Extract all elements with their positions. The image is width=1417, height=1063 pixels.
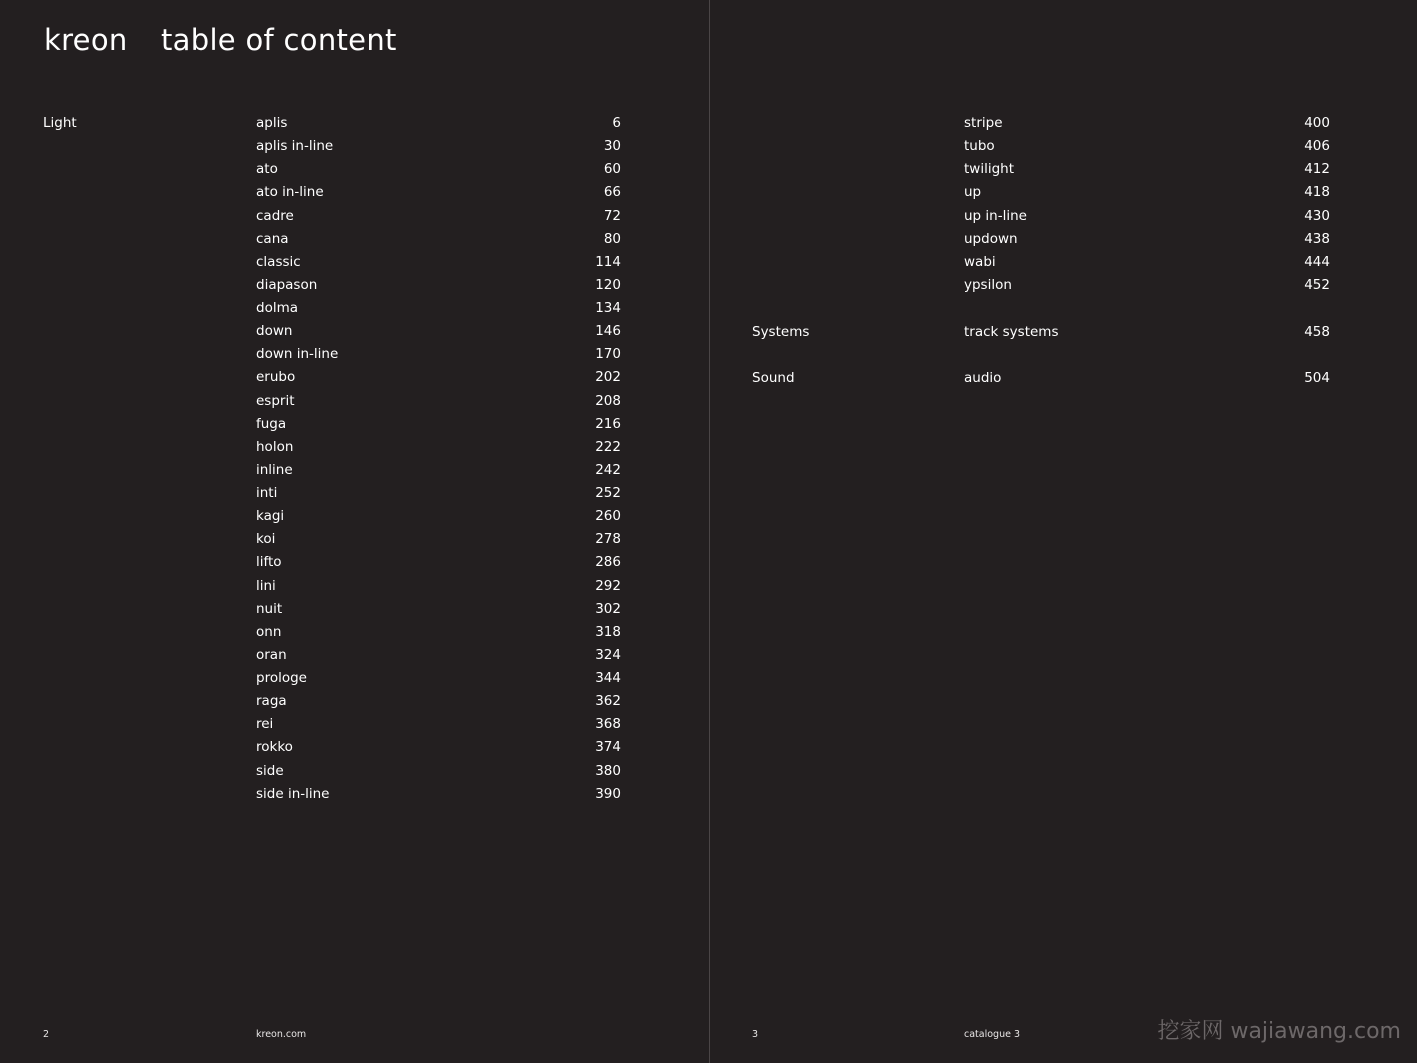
- toc-entry-page-number: 362: [595, 693, 621, 710]
- toc-entry-page-number: 324: [595, 646, 621, 663]
- toc-entry-page-number: 438: [1304, 230, 1330, 247]
- toc-entry-page-number: 208: [595, 392, 621, 409]
- toc-entry-page-number: 202: [595, 369, 621, 386]
- page-number: 2: [43, 1029, 50, 1040]
- page-number: 3: [752, 1029, 759, 1040]
- toc-entry-name: koi: [256, 531, 276, 548]
- toc-entry-name: rokko: [256, 739, 293, 756]
- toc-entry-name: down: [256, 323, 293, 340]
- toc-entry-name: lifto: [256, 554, 282, 571]
- toc-entry[interactable]: [256, 505, 621, 528]
- toc-entry-page-number: 504: [1304, 370, 1330, 386]
- toc-entry[interactable]: [256, 390, 621, 413]
- toc-entry-page-number: 412: [1304, 161, 1330, 178]
- toc-entry-name: audio: [964, 370, 1002, 386]
- toc-entry[interactable]: [964, 228, 1330, 251]
- toc-entry-name: aplis: [256, 115, 288, 131]
- section-label: Systems: [752, 324, 810, 340]
- toc-entry-name: stripe: [964, 115, 1003, 131]
- toc-entry-page-number: 66: [603, 184, 621, 201]
- toc-entry[interactable]: [256, 320, 621, 343]
- toc-entry[interactable]: [256, 459, 621, 482]
- toc-entry[interactable]: [256, 551, 621, 574]
- toc-entry-name: erubo: [256, 369, 296, 386]
- toc-entry[interactable]: [256, 482, 621, 505]
- toc-entry-name: inti: [256, 485, 278, 501]
- toc-entry[interactable]: [256, 366, 621, 389]
- toc-entry-page-number: 400: [1304, 115, 1330, 131]
- toc-entry[interactable]: [256, 274, 621, 297]
- toc-entry[interactable]: [256, 251, 621, 274]
- toc-entry[interactable]: [256, 297, 621, 320]
- toc-entry[interactable]: [256, 158, 621, 181]
- toc-entry-page-number: 406: [1304, 138, 1330, 155]
- toc-entry-name: track systems: [964, 324, 1059, 340]
- toc-entry-page-number: 134: [595, 300, 621, 316]
- toc-entry[interactable]: [256, 713, 621, 736]
- toc-entry[interactable]: [256, 644, 621, 667]
- toc-entry[interactable]: [964, 205, 1330, 228]
- toc-entry[interactable]: [256, 736, 621, 759]
- toc-entry[interactable]: [964, 251, 1330, 274]
- toc-entry-page-number: 60: [603, 161, 621, 178]
- toc-entry-name: ato in-line: [256, 184, 324, 201]
- toc-entry-page-number: 72: [603, 207, 621, 224]
- toc-entry-page-number: 30: [603, 138, 621, 155]
- toc-entry-page-number: 120: [595, 276, 621, 293]
- toc-entry-page-number: 170: [595, 346, 621, 363]
- toc-entry-page-number: 278: [595, 531, 621, 548]
- toc-entry-name: twilight: [964, 161, 1015, 178]
- toc-entry[interactable]: [256, 783, 621, 806]
- toc-entry[interactable]: [256, 413, 621, 436]
- toc-entry-name: nuit: [256, 600, 283, 617]
- page-title: table of content: [161, 23, 397, 57]
- toc-entry-name: down in-line: [256, 346, 339, 363]
- toc-entry[interactable]: [256, 343, 621, 366]
- toc-entry[interactable]: [256, 575, 621, 598]
- toc-entry-page-number: 374: [595, 739, 621, 756]
- toc-entry-name: tubo: [964, 138, 995, 155]
- toc-entry[interactable]: [256, 181, 621, 204]
- toc-entry-name: dolma: [256, 300, 299, 316]
- toc-entry-name: rei: [256, 716, 274, 733]
- toc-entry-page-number: 302: [595, 600, 621, 617]
- toc-entry-page-number: 260: [595, 508, 621, 525]
- toc-entry-page-number: 344: [595, 670, 621, 686]
- toc-entry[interactable]: [964, 367, 1330, 390]
- toc-entry-name: esprit: [256, 392, 295, 409]
- toc-entry-name: wabi: [964, 253, 996, 270]
- toc-entry[interactable]: [256, 690, 621, 713]
- toc-entry-name: fuga: [256, 415, 287, 432]
- toc-entry-page-number: 252: [595, 485, 621, 501]
- toc-entry-page-number: 444: [1304, 253, 1330, 270]
- toc-entry[interactable]: [256, 621, 621, 644]
- toc-entry[interactable]: [256, 528, 621, 551]
- toc-entry-name: updown: [964, 230, 1018, 247]
- toc-entry-name: oran: [256, 646, 287, 663]
- section-label: Sound: [752, 370, 795, 386]
- toc-entry-list: [256, 112, 621, 806]
- toc-entry-page-number: 222: [595, 438, 621, 455]
- toc-entry-name: cana: [256, 230, 289, 247]
- toc-entry-page-number: 318: [595, 623, 621, 640]
- right-page: [710, 0, 1417, 1063]
- toc-entry[interactable]: [964, 158, 1330, 181]
- toc-entry-page-number: 286: [595, 554, 621, 571]
- toc-entry[interactable]: [256, 135, 621, 158]
- toc-entry-name: side: [256, 762, 284, 779]
- toc-entry-name: raga: [256, 693, 287, 710]
- toc-entry[interactable]: [964, 274, 1330, 297]
- toc-entry-page-number: 380: [595, 762, 621, 779]
- toc-entry[interactable]: [964, 135, 1330, 158]
- toc-entry-list: [964, 321, 1330, 344]
- toc-entry-page-number: 452: [1304, 276, 1330, 293]
- toc-entry-name: classic: [256, 253, 301, 270]
- toc-entry[interactable]: [256, 112, 621, 135]
- toc-entry[interactable]: [964, 321, 1330, 344]
- toc-entry[interactable]: [964, 112, 1330, 135]
- toc-entry-name: holon: [256, 438, 294, 455]
- toc-entry-name: ypsilon: [964, 276, 1012, 293]
- toc-entry-page-number: 242: [595, 461, 621, 478]
- toc-entry-name: up in-line: [964, 207, 1027, 224]
- toc-entry[interactable]: [256, 205, 621, 228]
- section-label: Light: [43, 115, 77, 131]
- toc-entry[interactable]: [256, 436, 621, 459]
- toc-entry[interactable]: [964, 181, 1330, 204]
- toc-entry-name: inline: [256, 461, 293, 478]
- toc-entry-name: side in-line: [256, 785, 330, 802]
- toc-entry-name: cadre: [256, 207, 294, 224]
- toc-entry-page-number: 458: [1304, 324, 1330, 340]
- toc-entry-list: [964, 112, 1330, 297]
- toc-entry-page-number: 114: [595, 253, 621, 270]
- toc-entry[interactable]: [256, 667, 621, 690]
- toc-entry-page-number: 6: [612, 115, 621, 131]
- toc-entry[interactable]: [256, 760, 621, 783]
- toc-entry-page-number: 390: [595, 785, 621, 802]
- toc-entry-name: aplis in-line: [256, 138, 334, 155]
- toc-entry-page-number: 368: [595, 716, 621, 733]
- watermark-text: 挖家网 wajiawang.com: [1157, 1019, 1401, 1044]
- toc-entry-name: lini: [256, 577, 276, 594]
- toc-entry-name: kagi: [256, 508, 285, 525]
- website-link[interactable]: kreon.com: [256, 1029, 307, 1040]
- toc-entry-page-number: 146: [595, 323, 621, 340]
- toc-entry-name: prologe: [256, 670, 307, 686]
- toc-entry-list: [964, 367, 1330, 390]
- toc-entry-name: up: [964, 184, 982, 201]
- toc-entry-name: ato: [256, 161, 278, 178]
- toc-entry-name: onn: [256, 623, 282, 640]
- catalogue-label: catalogue 3: [964, 1029, 1021, 1040]
- toc-entry-page-number: 292: [595, 577, 621, 594]
- toc-entry-page-number: 418: [1304, 184, 1330, 201]
- toc-entry-name: diapason: [256, 276, 318, 293]
- toc-entry-page-number: 430: [1304, 207, 1330, 224]
- toc-entry-page-number: 80: [603, 230, 621, 247]
- toc-entry[interactable]: [256, 598, 621, 621]
- toc-entry[interactable]: [256, 228, 621, 251]
- toc-entry-page-number: 216: [595, 415, 621, 432]
- brand-logo: kreon: [44, 23, 128, 57]
